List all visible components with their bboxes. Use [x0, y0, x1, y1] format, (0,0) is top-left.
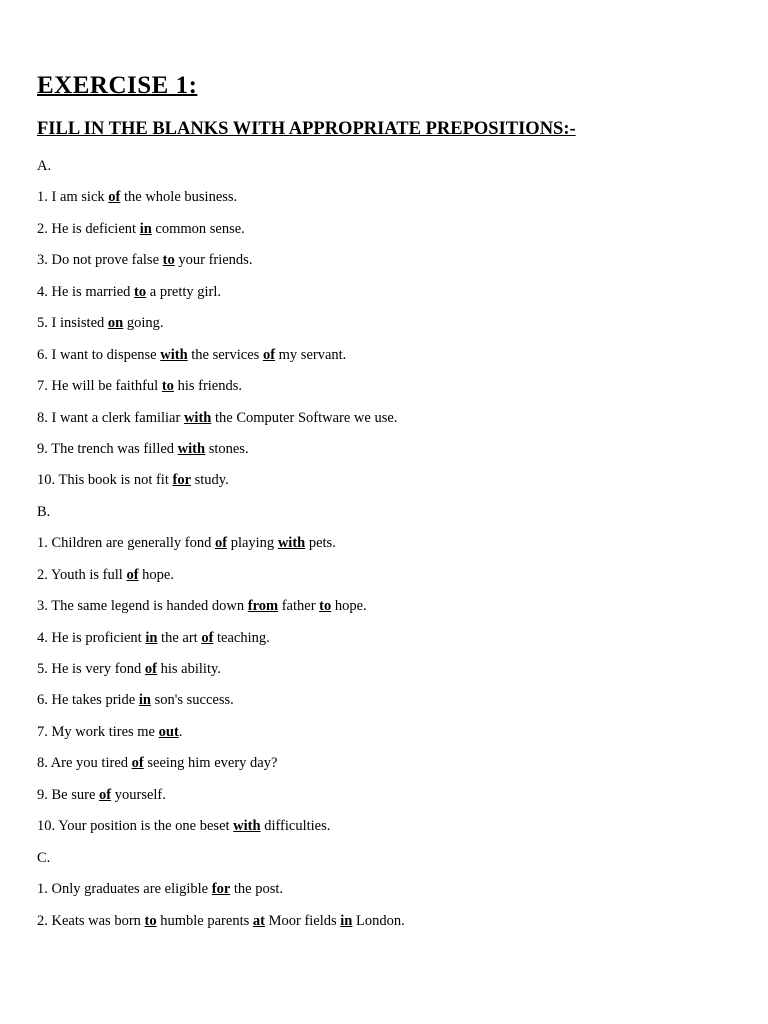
exercise-sentence: [37, 277, 405, 308]
sentence-text: 2. Youth is full: [37, 566, 127, 583]
exercise-sentence: [37, 182, 405, 213]
sentence-text: London.: [352, 912, 405, 929]
sentence-text: his ability.: [157, 661, 221, 677]
sentence-text: study.: [191, 472, 229, 489]
exercise-sentence: [37, 308, 405, 339]
sentence-text: the services: [187, 346, 263, 363]
answer-preposition: to: [319, 598, 332, 615]
sentence-text: humble parents: [156, 912, 253, 929]
answer-preposition: of: [108, 189, 121, 206]
answer-preposition: out: [158, 723, 179, 740]
exercise-sentence: [37, 245, 405, 276]
sentence-text: the whole business.: [120, 189, 238, 206]
section-label: [37, 497, 405, 528]
sentence-text: 9. The trench was filled: [37, 440, 178, 457]
answer-preposition: with: [183, 409, 212, 426]
answer-preposition: to: [162, 252, 175, 269]
answer-preposition: of: [262, 346, 276, 363]
answer-preposition: with: [160, 346, 188, 363]
exercise-sentence: [37, 214, 405, 245]
sentence-text: 7. He will be faithful: [37, 378, 162, 395]
sentence-text: yourself.: [111, 786, 166, 803]
sentence-text: 4. He is married: [37, 283, 135, 300]
sentence-text: hope.: [138, 566, 174, 583]
sentence-text: father: [278, 598, 320, 615]
exercise-sentence: [37, 434, 405, 465]
answer-preposition: of: [126, 566, 139, 583]
exercise-sentence: [37, 874, 405, 905]
sentence-text: 3. The same legend is handed down: [37, 598, 248, 615]
exercise-sentence: [37, 340, 405, 371]
exercise-sentence: [37, 906, 405, 937]
sentence-text: the art: [157, 629, 202, 646]
sentence-text: 2. Keats was born: [37, 912, 145, 929]
answer-preposition: with: [177, 440, 206, 457]
answer-preposition: for: [211, 881, 231, 898]
sentence-text: son's success.: [150, 692, 234, 709]
sentence-text: a pretty girl.: [146, 283, 222, 300]
answer-preposition: to: [134, 283, 147, 300]
exercise-sentence: [37, 748, 405, 779]
answer-preposition: of: [201, 629, 214, 646]
sentence-text: playing: [227, 535, 278, 552]
exercise-sentence: [37, 654, 405, 685]
instructions-heading: FILL IN THE BLANKS WITH APPROPRIATE PREPOSITIONS:-: [37, 119, 576, 139]
sentence-text: 6. I want to dispense: [37, 346, 161, 363]
sentence-text: 8. Are you tired: [37, 755, 132, 772]
sentence-text: 1. Only graduates are eligible: [37, 881, 212, 898]
sentence-text: your friends.: [174, 252, 253, 269]
exercise-title: EXERCISE 1:: [37, 72, 198, 99]
section-label: [37, 843, 405, 874]
sentence-text: 1. Children are generally fond: [37, 535, 215, 552]
sentence-text: 5. I insisted: [37, 315, 108, 332]
sentence-text: stones.: [205, 440, 249, 457]
sentence-text: A.: [37, 158, 52, 174]
exercise-sentence: [37, 403, 405, 434]
answer-preposition: to: [144, 912, 157, 929]
sentence-text: 4. He is proficient: [37, 629, 146, 646]
sentence-text: 1. I am sick: [37, 189, 109, 206]
exercise-sentence: [37, 811, 405, 842]
sentence-text: 6. He takes pride: [37, 692, 139, 709]
sentence-text: Moor fields: [264, 912, 341, 929]
sentence-text: 8. I want a clerk familiar: [37, 409, 184, 426]
sentence-text: 10. Your position is the one beset: [37, 818, 234, 835]
answer-preposition: of: [144, 661, 158, 677]
answer-preposition: from: [247, 598, 279, 615]
sentence-text: .: [178, 723, 183, 740]
exercise-sentence: [37, 685, 405, 716]
sentence-text: 10. This book is not fit: [37, 472, 173, 489]
section-label: [37, 151, 405, 182]
sentence-text: C.: [37, 849, 51, 866]
exercise-sentence: [37, 560, 405, 591]
exercise-sentence: [37, 780, 405, 811]
sentence-text: his friends.: [173, 378, 242, 395]
answer-preposition: to: [161, 378, 174, 395]
sentence-text: 5. He is very fond: [37, 661, 145, 677]
sentence-text: hope.: [331, 598, 367, 615]
sentence-text: teaching.: [213, 629, 270, 646]
answer-preposition: in: [145, 629, 158, 646]
sentence-text: difficulties.: [260, 818, 331, 835]
exercise-sentence: [37, 371, 405, 402]
answer-preposition: at: [252, 912, 265, 929]
exercise-sentence: [37, 591, 405, 622]
answer-preposition: with: [233, 818, 261, 835]
answer-preposition: with: [277, 535, 306, 552]
exercise-sentence: [37, 623, 405, 654]
sentence-text: 7. My work tires me: [37, 723, 159, 740]
answer-preposition: of: [99, 786, 112, 803]
exercise-sentence: [37, 465, 405, 496]
sentence-text: 3. Do not prove false: [37, 252, 163, 269]
answer-preposition: for: [172, 472, 191, 489]
sentence-text: 9. Be sure: [37, 786, 100, 803]
answer-preposition: of: [214, 535, 228, 552]
answer-preposition: in: [139, 220, 152, 237]
sentence-text: my servant.: [275, 346, 347, 363]
sentence-text: 2. He is deficient: [37, 220, 140, 237]
exercise-list: [37, 151, 405, 937]
answer-preposition: in: [340, 912, 353, 929]
sentence-text: seeing him every day?: [143, 755, 278, 772]
sentence-text: the Computer Software we use.: [211, 409, 398, 426]
answer-preposition: in: [138, 692, 151, 709]
sentence-text: going.: [123, 315, 164, 332]
sentence-text: B.: [37, 503, 51, 520]
exercise-sentence: [37, 528, 405, 559]
sentence-text: the post.: [230, 881, 284, 898]
answer-preposition: on: [107, 315, 124, 332]
sentence-text: common sense.: [151, 220, 245, 237]
sentence-text: pets.: [305, 535, 336, 552]
answer-preposition: of: [131, 755, 144, 772]
exercise-sentence: [37, 717, 405, 748]
